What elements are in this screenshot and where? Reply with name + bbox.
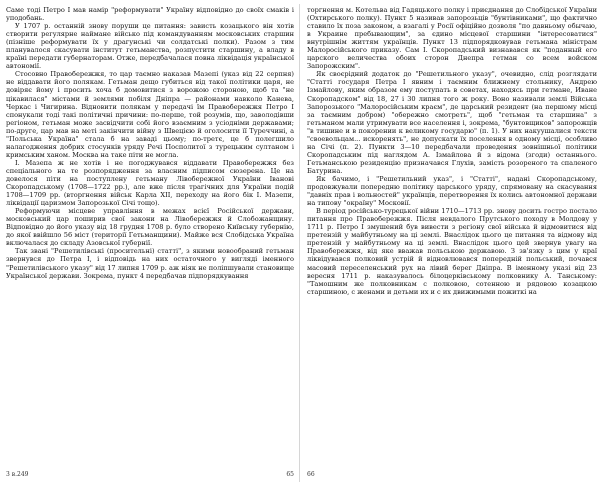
right-page <box>307 6 597 480</box>
left-paragraph-6: Так звані "Решетилівські (просительні) статті", з якими новообраний гетьман звернувся до Петра І, і відповідь на них остаточного у вигляді іменного "Решетилівського указу" від 17 липня 1709 р. аж ніяк не поліпшували становище Української держави. Зокрема, пункт 4 передбачав підпорядкування <box>6 247 294 280</box>
left-paragraph-5: Реформуючи місцеве управління в межах всієї Російської держави, московський цар поширив свої закони на Лівобережжя й Слобожанщину. Відповідно до його указу від 18 грудня 1708 р. було створено Київську губернію, до якої ввійшло 56 міст (території Гетьманщини). Майже вся Слобідська Україна включалася до складу Азовської губернії. <box>6 207 294 248</box>
right-paragraph-4: В період російсько-турецької війни 1710—1713 рр. знову досить гостро постало питання про Правобережжя. Після невдалого Прутського походу в Молдову у 1711 р. Петро І змушений був вивести з регіону свої війська й відмовитися від претензій у майбутньому на ці землі. Внаслідок цього це питання та відмову від претензій у майбутньому на ці землі. Внаслідок цього цей звернув увагу на Правобережжя, від яке вважав польською державою. З зв'язку з цим у краї ліквідувався полковий устрій й відновлювався попередній польський, почався масовий переселенський рух на лівий берег Дніпра. В іменному указі від 23 вересня 1711 р. наказувалось білоцерківському полковнику А. Танському: "Тамошним же полковникам с полковою, сотенною и рядовою козацкою старшиною, с женами и детьми их и с их движимыми пожиткі на <box>307 207 597 296</box>
left-paragraph-1: Саме тоді Петро I мав намір "реформувати" Україну відповідно до своїх смаків і уподобань. <box>6 6 294 23</box>
left-paragraph-4: І. Мазепа ж не хотів і не погоджувався віддавати Правобережжя без спеціального на те розпорядження за власним підписом сюзерена. Це на довелося піти на поступлену гетьману Лівобережної України Іванові Скоропадському (1708—1722 рр.), але вже після трагічних для України подій 1708—1709 рр. (вторгнення військ Карла ХІІ, переходу на його бік І. Мазепи, ліквідації царизмом Запорозької Січі тощо). <box>6 158 294 208</box>
left-page <box>6 6 294 480</box>
right-paragraph-1: торгнення м. Котельва від Гадяцького полку і приєднання до Слобідської України (Охтирського полку). Пункт 5 називав запорозьців "бунтівниками", що фактично ставило їх поза законом, а взагалі у Росії офіційно дозволя "по давньому обычаю, в Украине пребывающим", за єдино місцевої старшини "інтересоватися" внутрішнім життям українців. Пункт 13 підпорядковував гетьмана міністрам Малоросійського приказу. Сам І. Скоропадський визнавався як "поданный его царского величества обоих сторон Днепра гетман со всем войском Запорожским". <box>307 6 597 71</box>
right-paragraph-2: Як своєрідний додаток до "Решетильного указу", очевидно, слід розглядати "Статті государя Петра І явним і таємним ближнему стольнику, Андрею Ізмайлову, яким образом ему поступать в советах, находясь при гетмане, Иване Скоропадском" від 18, 27 і 30 липня того ж року. Воно називали землі Війська Запорозького "Малоросійським краєм", де царський резидент (на першому місці за таємним добром) "обережно смотреть", щоб "гетьман та старшина" з гетьманом мали утримувати все населення і, зокрема, "бунтовщиков" запорожців "в тишине и в покорении к великому государю" (п. 1). У них накуушалися тексти "своевольцам... искоренять", не допускати їх поселення в одному місці, особливо на Січі (п. 2). Пункти 3—10 передбачали проведення зовнішньої політики Скоропадським під наглядом А. Ізмайлова й з відома (згоди) останнього. Гетьманською резиденцію призначався Глухів, замість розореного та спаленого Батурина. <box>307 70 597 175</box>
book-gutter <box>299 4 300 482</box>
left-page-number: 65 <box>286 471 294 478</box>
right-paragraph-3: Як бачимо, і "Решетильний указ", і "Статті", надані Скоропадському, продовжували попередню політику царського уряду, спрямовану на скасування "давніх прав і вольностей" українців, перетворення їх колись автономної держави на типову "окраїну" Московії. <box>307 174 597 208</box>
left-paragraph-2: У 1707 р. останній знову поруши це питання: зависть козацького він хотів створити регулярне наймане військо під командуванням московських старшин (пізніше реформувати їх у драгунські чи солдатські полки). Разом з тим планувалося скасувати інститут гетьманства, розпустити старшину, а владу в країні передати губернаторам. Отже, передбачалася повна ліквідація української автономії. <box>6 22 294 71</box>
printer-signature: 3 в.249 <box>6 471 29 478</box>
right-page-number: 66 <box>307 471 315 478</box>
left-paragraph-3: Стосовно Правобережжя, то цар таємно наказав Мазепі (указ від 22 серпня) не віддавати його полякам. Гетьман дещо губиться від такої політики царя, не довіряє йому і просить хоча б домовитися з ворожою стороною, щоб та "не цікавилася" містами й землями побіля Дніпра — районами навколо Канева, Черкас і Чигирина. Відновити полякам у передачі їм Правобережжя Петро І спонукали тоді такі політичні причини: по-перше, той розумів, що, заволодівши регіоном, гетьман може засвідчити собі його взаємним з усіодніми державами; по-друге, цар мав на меті закінчити війну з Швецією й оголосити її Туреччині, а "Польська Україна" стала б на заваді цьому; по-третє, це б полегшило налагодження добрих стосунків уряду Речі Посполитої з турецьким султаном і кримським ханом. Москва на таке піти не могла. <box>6 70 294 159</box>
